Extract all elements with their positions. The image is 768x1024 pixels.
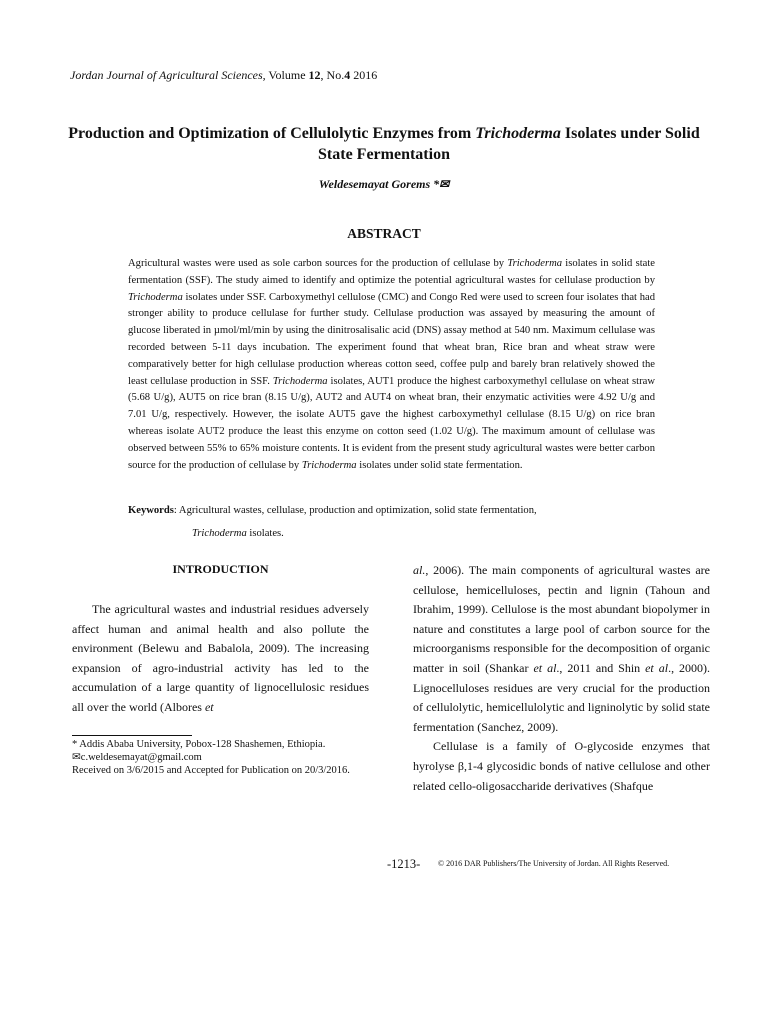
right-column [413,561,710,796]
abstract-segment: isolates under solid state fermentation. [356,459,523,471]
issue-number: 4 [344,68,351,82]
abstract-genus: Trichoderma [507,258,563,269]
abstract-segment: isolates in solid state fermentation (SSF). The study aimed to identify and optimize the potential agricultural wastes for cellulase production by [128,258,655,286]
footnote-email: ✉c.weldesemayat@gmail.com [72,752,202,764]
abstract-segment: Agricultural wastes were used as sole carbon sources for the production of cellulase by [128,258,508,269]
keywords-genus: Trichoderma [192,528,247,539]
intro-etal: et al [645,660,669,675]
intro-text: ., 2000). Lignocelluloses residues are very crucial for the production of cellulolytic, hemicellulolytic and ligninolytic by solid state fermentation (Sanchez, 2009). [413,660,711,734]
copyright-notice: © 2016 DAR Publishers/The University of Jordan. All Rights Reserved. [438,859,670,868]
volume-number: 12 [308,68,321,82]
keywords-line [128,503,655,519]
journal-name: Jordan Journal of Agricultural Sciences, [70,68,266,82]
abstract-genus: Trichoderma [301,459,357,471]
abstract-segment: isolates under SSF. Carboxymethyl cellulose (CMC) and Congo Red were used to screen four isolates that had stronger ability to produce cellulase for further study. Cellulase production was assayed by measuring the amount of glucose liberated in µmol/ml/min by using the dinitrosalisalic acid (DNS) assay method at 540 nm. Maximum cellulase was recorded between 5-11 days incubation. The experiment found that wheat bran, Rice bran and wheat straw were comparatively better for high cellulase production whereas cotton seed, coffee pulp and barely bran relatively showed the least cellulase production in SSF. [128,291,655,387]
intro-paragraph-2 [413,561,710,737]
title-genus: Trichoderma [475,125,561,142]
intro-text: The agricultural wastes and industrial residues adversely affect human and animal health and also pollute the environment (Belewu and Babalola, 2009). The increasing expansion of agro-industrial activity has led to the accumulation of a large quantity of lignocellulosic residues all over the world (Albores [72,602,369,714]
abstract-segment: isolates, AUT1 produce the highest carboxymethyl cellulase on wheat straw (5.68 U/g), AUT5 on rice bran (8.15 U/g), AUT2 and AUT4 on wheat bran, their enzymatic activities were 4.92 U/g and 7.01 U/g, respectively. However, the isolate AUT5 gave the highest carboxymethyl cellulase (8.15 U/g) on rice bran whereas isolate AUT2 produce the least this enzyme on cotton seed (1.02 U/g). The maximum amount of cellulase was observed between 55% to 65% moisture contents. It is evident from the present study agricultural wastes were better carbon source for the production of cellulase by [128,375,656,471]
publication-year: 2016 [350,68,378,82]
author-name: Weldesemayat Gorems *✉ [318,177,450,191]
volume-label: Volume [265,68,309,82]
intro-etal: et al [533,660,557,675]
page-number: -1213- [387,857,421,871]
footnote-received: Received on 3/6/2015 and Accepted for Publication on 20/3/2016. [72,765,350,777]
paper-title [60,123,708,165]
issue-label: , No. [320,68,345,82]
journal-citation [70,68,377,83]
intro-paragraph-3: Cellulase is a family of O-glycoside enzymes that hyrolyse β,1-4 glycosidic bonds of native cellulose and other related cello-oligosaccharide derivatives (Shafque [413,739,710,793]
title-part-2: Isolates under Solid State Fermentation [318,125,700,163]
keywords-line-2 [192,528,284,539]
introduction-heading: INTRODUCTION [172,562,269,576]
title-part-1: Production and Optimization of Cellulolytic Enzymes from [68,125,476,142]
footnote-affiliation: * Addis Ababa University, Pobox-128 Shashemen, Ethiopia. [72,739,326,750]
intro-text: ., 2011 and Shin [556,660,646,675]
left-column [72,600,369,718]
footnote [72,738,362,778]
abstract-genus: Trichoderma [272,375,328,387]
intro-etal: et [204,699,214,714]
keywords-text: : Agricultural wastes, cellulase, production and optimization, solid state fermentation, [173,505,537,516]
footnote-divider [72,735,192,736]
abstract-genus: Trichoderma [128,291,183,303]
keywords-label: Keywords [128,505,174,516]
intro-etal: al. [413,563,426,577]
abstract-heading: ABSTRACT [347,226,421,241]
intro-paragraph-1 [72,600,369,718]
abstract-text [128,256,655,474]
intro-text: , 2006). The main components of agricultural wastes are cellulose, hemicelluloses, pectin and lignin (Tahoun and Ibrahim, 1999). Cellulose is the most abundant biopolymer in nature and constitutes a large pool of carbon source for the microorganisms responsible for the decomposition of organic matter in soil (Shankar [413,563,710,675]
keywords-rest: isolates. [246,528,284,539]
